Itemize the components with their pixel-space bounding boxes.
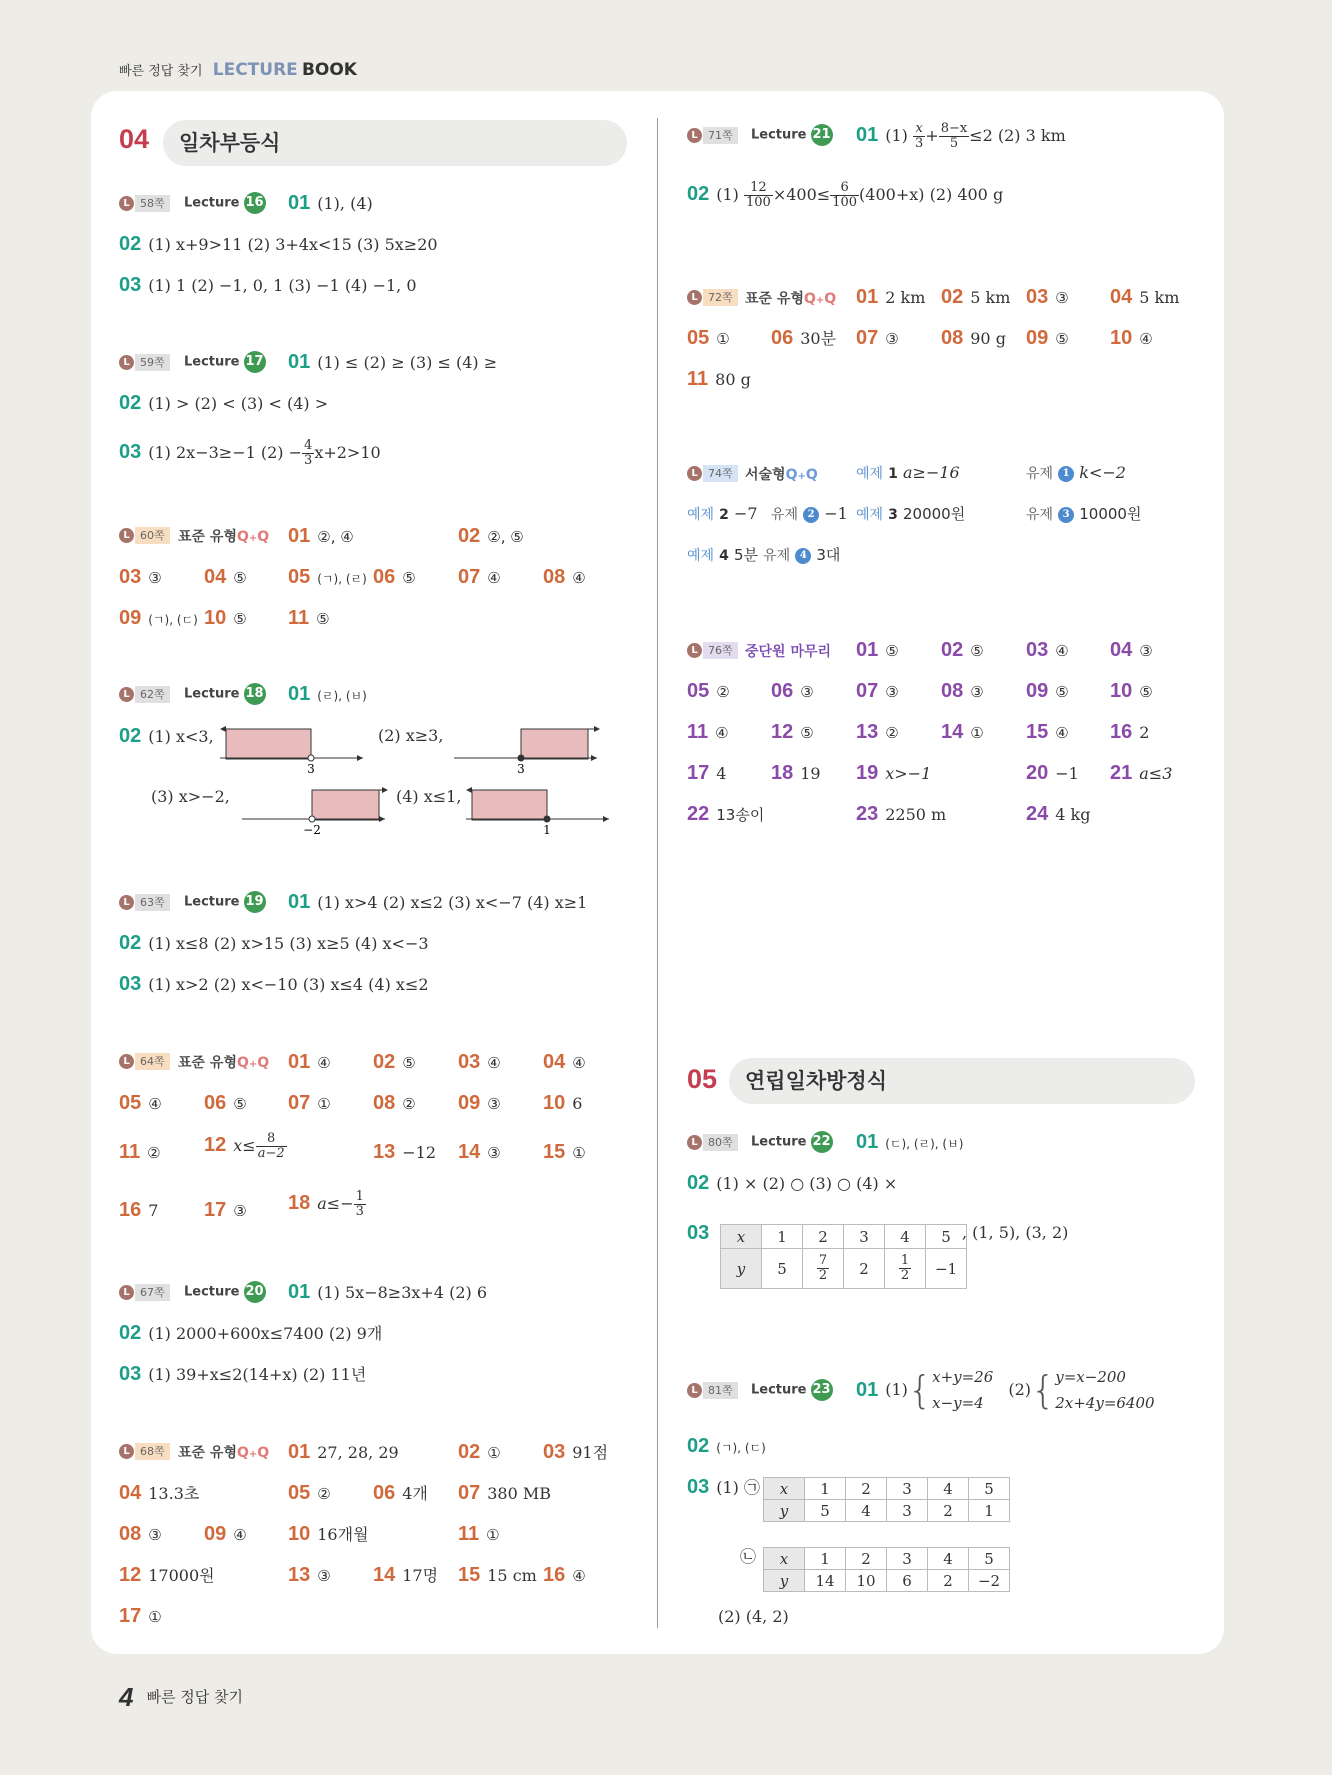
m76-answer-11: 11 ④ bbox=[687, 721, 729, 743]
s68-answer-09: 09 ④ bbox=[204, 1523, 247, 1545]
s64-answer-09: 09 ③ bbox=[458, 1092, 501, 1114]
m76-answer-06: 06 ③ bbox=[771, 680, 814, 702]
s72-answer-01: 01 2 km bbox=[856, 286, 926, 308]
page-tag-62: L 62쪽 bbox=[119, 686, 170, 703]
header-lecture: LECTURE bbox=[212, 60, 298, 80]
l23-answer-01: 01 (1){ x+y=26 x−y=4 (2){ y=x−200 2x+4y=6400 bbox=[856, 1368, 1155, 1412]
l17-answer-02: 02 (1) > (2) < (3) < (4) > bbox=[119, 392, 329, 414]
s68-answer-05: 05 ② bbox=[288, 1482, 331, 1504]
lecture-22-label: Lecture 22 bbox=[751, 1131, 833, 1153]
s60-answer-08: 08 ④ bbox=[543, 566, 586, 588]
s60-answer-09: 09 (ㄱ), (ㄷ) bbox=[119, 607, 198, 629]
s60-answer-06: 06 ⑤ bbox=[373, 566, 416, 588]
l16-answer-03: 03 (1) 1 (2) −1, 0, 1 (3) −1 (4) −1, 0 bbox=[119, 274, 417, 296]
s64-answer-07: 07 ① bbox=[288, 1092, 331, 1114]
s68-answer-17: 17 ① bbox=[119, 1605, 162, 1627]
l19-answer-03: 03 (1) x>2 (2) x<−10 (3) x≤4 (4) x≤2 bbox=[119, 973, 429, 995]
l21-answer-02: 02 (1) $\frac{12}{100}$ ×400≤ $\frac{6}{100}$ (400+x) (2) 400 g bbox=[687, 180, 1004, 210]
number-line-3 bbox=[240, 781, 390, 837]
s68-answer-01: 01 27, 28, 29 bbox=[288, 1441, 399, 1463]
page-header bbox=[119, 60, 357, 80]
m76-answer-20: 20 −1 bbox=[1026, 762, 1079, 784]
s60-answer-01: 01 ②, ④ bbox=[288, 525, 354, 547]
s68-answer-04: 04 13.3초 bbox=[119, 1482, 200, 1504]
l17-answer-03: 03 (1) 2x−3≥−1 (2) − $\frac{4}{3}$ x+2>10 bbox=[119, 438, 381, 468]
page-tag-76: L 76쪽 bbox=[687, 642, 738, 659]
s68-answer-06: 06 4개 bbox=[373, 1482, 428, 1504]
s68-answer-03: 03 91점 bbox=[543, 1441, 609, 1463]
s64-answer-08: 08 ② bbox=[373, 1092, 416, 1114]
number-line-2 bbox=[452, 720, 602, 776]
header-book: BOOK bbox=[301, 60, 357, 80]
s64-answer-15: 15 ① bbox=[543, 1141, 586, 1163]
w74-example-4: 예제 4 5분 유제 4 3대 bbox=[687, 546, 841, 564]
lecture-21-label: Lecture 21 bbox=[751, 124, 833, 146]
s60-answer-02: 02 ②, ⑤ bbox=[458, 525, 524, 547]
s72-answer-08: 08 90 g bbox=[941, 327, 1006, 349]
s64-answer-04: 04 ④ bbox=[543, 1051, 586, 1073]
s60-answer-07: 07 ④ bbox=[458, 566, 501, 588]
s64-answer-02: 02 ⑤ bbox=[373, 1051, 416, 1073]
m76-answer-01: 01 ⑤ bbox=[856, 639, 899, 661]
lecture-20-label: Lecture 20 bbox=[184, 1281, 266, 1303]
l22-answer-01: 01 (ㄷ), (ㄹ), (ㅂ) bbox=[856, 1131, 964, 1153]
l18-answer-02-4: (4) x≤1, bbox=[396, 787, 462, 806]
s68-answer-10: 10 16개월 bbox=[288, 1523, 369, 1545]
s60-answer-05: 05 (ㄱ), (ㄹ) bbox=[288, 566, 367, 588]
m76-answer-24: 24 4 kg bbox=[1026, 803, 1091, 825]
standard-type-label-72: 표준 유형Q+Q bbox=[745, 291, 837, 307]
page-tag-60: L 60쪽 bbox=[119, 527, 170, 544]
page-tag-59: L 59쪽 bbox=[119, 354, 170, 371]
m76-answer-02: 02 ⑤ bbox=[941, 639, 984, 661]
lecture-16-badge: 16 bbox=[244, 192, 266, 214]
section-04-title: 일차부등식 bbox=[179, 131, 281, 155]
nl2-tick: 3 bbox=[517, 762, 525, 776]
standard-type-label-68: 표준 유형Q+Q bbox=[178, 1445, 270, 1461]
s64-answer-05: 05 ④ bbox=[119, 1092, 162, 1114]
l20-answer-03: 03 (1) 39+x≤2(14+x) (2) 11년 bbox=[119, 1363, 367, 1385]
page-tag-67: L 67쪽 bbox=[119, 1284, 170, 1301]
m76-answer-08: 08 ③ bbox=[941, 680, 984, 702]
number-line-4 bbox=[464, 781, 614, 837]
page-tag-64: L 64쪽 bbox=[119, 1053, 170, 1070]
section-05-pill bbox=[729, 1058, 1195, 1104]
s68-answer-11: 11 ① bbox=[458, 1523, 500, 1545]
column-divider bbox=[657, 118, 658, 1628]
s68-answer-08: 08 ③ bbox=[119, 1523, 162, 1545]
m76-answer-04: 04 ③ bbox=[1110, 639, 1153, 661]
s72-answer-09: 09 ⑤ bbox=[1026, 327, 1069, 349]
nl3-tick: −2 bbox=[303, 823, 321, 837]
standard-type-label: 표준 유형Q+Q bbox=[178, 529, 270, 545]
section-04-pill bbox=[163, 120, 627, 166]
s64-answer-12: 12 x≤ $\frac{8}{a-2}$ bbox=[204, 1131, 285, 1161]
s64-answer-10: 10 6 bbox=[543, 1092, 583, 1114]
m76-answer-10: 10 ⑤ bbox=[1110, 680, 1153, 702]
s72-answer-10: 10 ④ bbox=[1110, 327, 1153, 349]
nl1-tick: 3 bbox=[307, 762, 315, 776]
page-tag-71: L 71쪽 bbox=[687, 127, 738, 144]
page-tag-63: L 63쪽 bbox=[119, 894, 170, 911]
m76-answer-23: 23 2250 m bbox=[856, 803, 947, 825]
number-line-1 bbox=[218, 720, 368, 776]
section-05-title: 연립일차방정식 bbox=[745, 1069, 888, 1093]
w74-example-1: 예제 1 a≥−16 bbox=[856, 463, 960, 482]
l18-answer-01: 01 (ㄹ), (ㅂ) bbox=[288, 683, 367, 705]
s72-answer-04: 04 5 km bbox=[1110, 286, 1180, 308]
s60-answer-10: 10 ⑤ bbox=[204, 607, 247, 629]
m76-answer-19: 19 x>−1 bbox=[856, 762, 932, 784]
s68-answer-07: 07 380 MB bbox=[458, 1482, 552, 1504]
m76-answer-22: 22 13송이 bbox=[687, 803, 765, 825]
lecture-19-label: Lecture 19 bbox=[184, 891, 266, 913]
w74-example-2: 예제 2 −7 bbox=[687, 504, 758, 523]
m76-answer-03: 03 ④ bbox=[1026, 639, 1069, 661]
s64-answer-11: 11 ② bbox=[119, 1141, 161, 1163]
page-tag-58: L 58쪽 bbox=[119, 195, 170, 212]
l23-answer-03: 03 (1) ㉠ bbox=[687, 1476, 761, 1498]
l17-answer-01: 01 (1) ≤ (2) ≥ (3) ≤ (4) ≥ bbox=[288, 351, 498, 373]
s64-answer-14: 14 ③ bbox=[458, 1141, 501, 1163]
w74-problem-2: 유제 2 −1 bbox=[771, 504, 848, 523]
m76-answer-09: 09 ⑤ bbox=[1026, 680, 1069, 702]
l21-answer-01: 01 (1) $\frac{x}{3}$ + $\frac{8-x}{5}$ ≤2 (2) 3 km bbox=[856, 121, 1066, 151]
m76-answer-18: 18 19 bbox=[771, 762, 821, 784]
m76-answer-17: 17 4 bbox=[687, 762, 727, 784]
lecture-17-label: Lecture 17 bbox=[184, 351, 266, 373]
l16-answer-02: 02 (1) x+9>11 (2) 3+4x<15 (3) 5x≥20 bbox=[119, 233, 438, 255]
header-text: 빠른 정답 찾기 bbox=[119, 64, 203, 79]
s64-answer-03: 03 ④ bbox=[458, 1051, 501, 1073]
s72-answer-11: 11 80 g bbox=[687, 368, 751, 390]
s72-answer-05: 05 ① bbox=[687, 327, 730, 349]
footer-text: 빠른 정답 찾기 bbox=[146, 1688, 244, 1706]
s72-answer-06: 06 30분 bbox=[771, 327, 837, 349]
written-type-label: 서술형Q+Q bbox=[745, 467, 818, 483]
w74-problem-1: 유제 1 k<−2 bbox=[1026, 463, 1126, 482]
midunit-label: 중단원 마무리 bbox=[745, 644, 832, 660]
page-tag-81: L 81쪽 bbox=[687, 1382, 738, 1399]
section-05-number: 05 bbox=[687, 1064, 718, 1094]
l18-answer-02: 02 (1) x<3, bbox=[119, 725, 214, 747]
m76-answer-15: 15 ④ bbox=[1026, 721, 1069, 743]
l19-answer-01: 01 (1) x>4 (2) x≤2 (3) x<−7 (4) x≥1 bbox=[288, 891, 588, 913]
s64-answer-06: 06 ⑤ bbox=[204, 1092, 247, 1114]
page-footer bbox=[119, 1682, 243, 1713]
page-tag-72: L 72쪽 bbox=[687, 289, 738, 306]
l18-answer-02-3: (3) x>−2, bbox=[151, 787, 230, 806]
w74-example-3: 예제 3 20000원 bbox=[856, 505, 966, 523]
l22-answer-02: 02 (1) × (2) ○ (3) ○ (4) × bbox=[687, 1172, 898, 1194]
m76-answer-13: 13 ② bbox=[856, 721, 899, 743]
l23-table-b: x 1 2 3 4 5 y 14 10 6 2 −2 bbox=[763, 1547, 1010, 1592]
s68-answer-12: 12 17000원 bbox=[119, 1564, 215, 1586]
m76-answer-07: 07 ③ bbox=[856, 680, 899, 702]
m76-answer-12: 12 ⑤ bbox=[771, 721, 814, 743]
s60-answer-03: 03 ③ bbox=[119, 566, 162, 588]
s68-answer-14: 14 17명 bbox=[373, 1564, 439, 1586]
w74-problem-3: 유제 3 10000원 bbox=[1026, 505, 1142, 523]
s64-answer-18: 18 a≤− $\frac{1}{3}$ bbox=[288, 1189, 364, 1219]
l22-answer-03-num: 03 bbox=[687, 1222, 710, 1244]
section-04-number: 04 bbox=[119, 124, 150, 154]
l20-answer-01: 01 (1) 5x−8≥3x+4 (2) 6 bbox=[288, 1281, 487, 1303]
m76-answer-16: 16 2 bbox=[1110, 721, 1150, 743]
m76-answer-21: 21 a≤3 bbox=[1110, 762, 1173, 784]
s64-answer-16: 16 7 bbox=[119, 1199, 159, 1221]
s68-answer-15: 15 15 cm bbox=[458, 1564, 537, 1586]
s64-answer-17: 17 ③ bbox=[204, 1199, 247, 1221]
lecture-18-label: Lecture 18 bbox=[184, 683, 266, 705]
l18-answer-02-2: (2) x≥3, bbox=[378, 726, 444, 745]
lecture-16-label: Lecture 16 bbox=[184, 192, 266, 214]
l23-answer-03-b: ㉡ bbox=[740, 1547, 757, 1566]
l22-answer-03-tail: , (1, 5), (3, 2) bbox=[962, 1223, 1069, 1242]
s72-answer-02: 02 5 km bbox=[941, 286, 1011, 308]
page-number: 4 bbox=[119, 1682, 134, 1712]
s68-answer-02: 02 ① bbox=[458, 1441, 501, 1463]
s72-answer-03: 03 ③ bbox=[1026, 286, 1069, 308]
standard-type-label-64: 표준 유형Q+Q bbox=[178, 1055, 270, 1071]
s64-answer-01: 01 ④ bbox=[288, 1051, 331, 1073]
l19-answer-02: 02 (1) x≤8 (2) x>15 (3) x≥5 (4) x<−3 bbox=[119, 932, 429, 954]
s64-answer-13: 13 −12 bbox=[373, 1141, 437, 1163]
l20-answer-02: 02 (1) 2000+600x≤7400 (2) 9개 bbox=[119, 1322, 383, 1344]
s60-answer-04: 04 ⑤ bbox=[204, 566, 247, 588]
s68-answer-13: 13 ③ bbox=[288, 1564, 331, 1586]
page-tag-74: L 74쪽 bbox=[687, 465, 738, 482]
s72-answer-07: 07 ③ bbox=[856, 327, 899, 349]
l23-answer-02: 02 (ㄱ), (ㄷ) bbox=[687, 1435, 766, 1457]
nl4-tick: 1 bbox=[543, 823, 551, 837]
l22-table: x 1 2 3 4 5 y 5 $\frac{7}{2}$ 2 $\frac{1}{2}$ −1 bbox=[720, 1224, 967, 1289]
l23-table-a: x 1 2 3 4 5 y 5 4 3 2 1 bbox=[763, 1477, 1010, 1522]
page-tag-68: L 68쪽 bbox=[119, 1443, 170, 1460]
m76-answer-05: 05 ② bbox=[687, 680, 730, 702]
s60-answer-11: 11 ⑤ bbox=[288, 607, 330, 629]
page-tag-80: L 80쪽 bbox=[687, 1134, 738, 1151]
lecture-23-label: Lecture 23 bbox=[751, 1379, 833, 1401]
m76-answer-14: 14 ① bbox=[941, 721, 984, 743]
l23-answer-03-c: (2) (4, 2) bbox=[718, 1607, 789, 1626]
l16-answer-01: 01 (1), (4) bbox=[288, 192, 373, 214]
s68-answer-16: 16 ④ bbox=[543, 1564, 586, 1586]
